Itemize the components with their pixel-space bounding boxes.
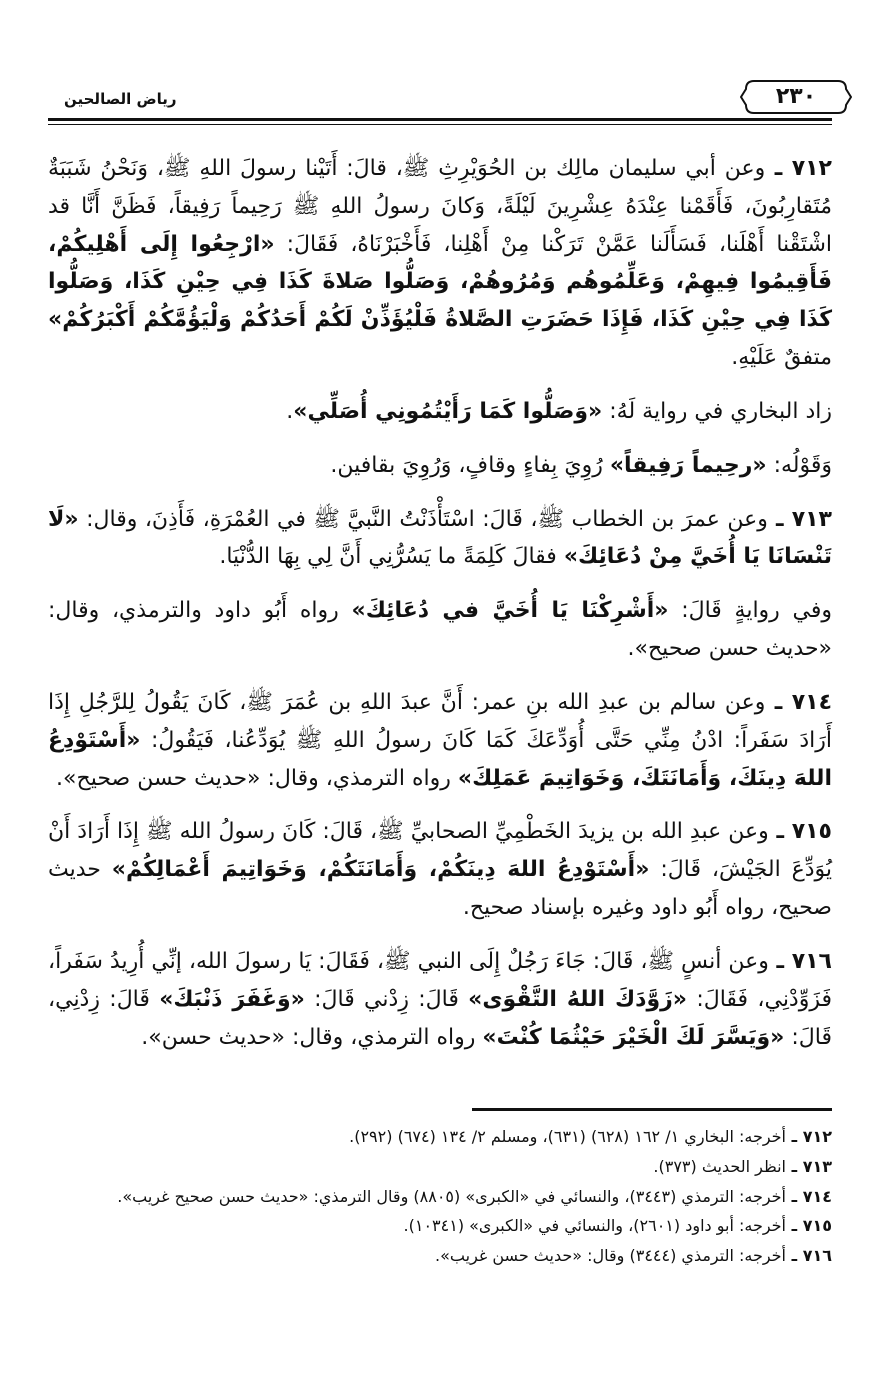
footnote-number: ٧١٢ ـ [791,1127,832,1146]
hadith-text: وعن سالم بن عبدِ الله بنِ عمر: أَنَّ عبدَ اللهِ بن عُمَرَ ﷺ، كَانَ يَقُولُ لِلرَّجُلِ إِذَا أَرَادَ سَفَراً: ادْنُ مِنِّي حَتَّى أُوَدِّعَكَ كَمَا كَانَ رسولُ اللهِ ﷺ يُوَدِّعُنا، فَيَقُولُ: [48,689,832,753]
hadith-paragraph [48,150,832,377]
main-text [48,150,832,1072]
footnote-number: ٧١٥ ـ [791,1216,832,1236]
footnotes [48,1122,832,1271]
hadith-number: ٧١٢ ـ [765,156,832,181]
book-title: رياض الصالحين [64,90,177,108]
hadith-text: وعن عمرَ بن الخطاب ﷺ، قَالَ: اسْتَأْذَنْتُ النَّبيَّ ﷺ في العُمْرَةِ، فَأَذِنَ، وقال: [78,506,768,532]
footnote [48,1241,832,1271]
hadith-text: رواه الترمذي، وقال: «حديث حسن صحيح». [56,765,458,791]
hadith-text: وعن عبدِ الله بن يزيدَ الخَطْمِيِّ الصحابيِّ ﷺ، قَالَ: كَانَ رسولُ الله ﷺ إِذَا أَرَادَ أَنْ يُوَدِّعَ الجَيْشَ، قَالَ: [48,819,833,883]
hadith-paragraph [48,447,832,485]
hadith-text: متفقٌ عَلَيْهِ. [731,345,832,371]
footnote-number: ٧١٦ ـ [791,1246,832,1265]
footnote-number: ٧١٣ ـ [791,1156,832,1176]
hadith-number: ٧١٥ ـ [768,819,832,845]
hadith-number: ٧١٤ ـ [765,689,833,715]
hadith-text: رُوِيَ بِفاءٍ وقافٍ، وَرُوِيَ بقافين. [330,452,610,478]
footnote [48,1182,832,1212]
prophetic-quote: «لَا تَنْسَانَا يَا أُخَيَّ مِنْ دُعَائِكَ» [48,506,832,570]
header-rule-thick [48,118,832,121]
hadith-number: ٧١٣ ـ [767,506,832,532]
prophetic-quote: «وَغَفَرَ ذَنْبَكَ» [159,986,305,1012]
prophetic-quote: «وَصَلُّوا كَمَا رَأَيْتُمُونِي أُصَلِّي» [293,398,603,424]
prophetic-quote: «أَسْتَوْدِعُ اللهَ دِينَكُمْ، وَأَمَانَتَكُمْ، وَخَوَاتِيمَ أَعْمَالِكُمْ» [111,857,650,883]
hadith-text: زاد البخاري في رواية لَهُ: [602,398,832,424]
hadith-paragraph [48,943,832,1056]
prophetic-quote: «رحِيماً رَفِيقاً» [609,452,767,478]
hadith-text: حديث صحيح، رواه أَبُو داود وغيره بإسناد صحيح. [48,857,832,921]
page-number-frame [740,78,852,116]
hadith-paragraph [48,393,832,431]
hadith-paragraph [48,813,832,926]
hadith-paragraph [48,501,832,577]
prophetic-quote: «وَيَسَّرَ لَكَ الْخَيْرَ حَيْثُمَا كُنْتَ» [482,1024,785,1050]
prophetic-quote: «زَوَّدَكَ اللهُ التَّقْوَى» [468,986,688,1012]
hadith-text: قَالَ: زِدْنِي، قَالَ: [48,986,832,1050]
hadith-text: رواه الترمذي، وقال: «حديث حسن». [141,1024,483,1050]
footnote-text: انظر الحديث (٣٧٣). [653,1156,786,1176]
footnote [48,1152,832,1182]
footnote-text: أخرجه: الترمذي (٣٤٤٤) وقال: «حديث حسن غريب». [435,1246,786,1265]
footnote-text: أخرجه: البخاري ١/ ١٦٢ (٦٢٨) (٦٣١)، ومسلم ٢/ ١٣٤ (٦٧٤) (٢٩٢). [349,1127,786,1146]
hadith-text: وفي روايةٍ قَالَ: [668,598,832,624]
prophetic-quote: «أَشْرِكْنَا يَا أُخَيَّ في دُعَائِكَ» [351,598,669,624]
hadith-text: وَقَوْلُه: [766,452,832,478]
hadith-text: . [286,398,294,424]
hadith-paragraph [48,684,832,797]
hadith-number: ٧١٦ ـ [768,948,832,974]
footnote-number: ٧١٤ ـ [791,1186,832,1206]
hadith-paragraph [48,592,832,668]
footnote-text: أخرجه: أبو داود (٢٦٠١)، والنسائي في «الكبرى» (١٠٣٤١). [403,1216,786,1236]
header-rule-thin [48,124,832,125]
footnote-separator [472,1108,832,1111]
footnote [48,1122,832,1152]
page-number: ٢٣٠ [775,84,817,109]
hadith-text: فقالَ كَلِمَةً ما يَسُرُّنِي أَنَّ لِي بِهَا الدُّنْيَا. [219,544,564,570]
hadith-text: وعن أنسٍ ﷺ، قَالَ: جَاءَ رَجُلٌ إِلَى النبي ﷺ، فَقَالَ: يَا رسولَ الله، إنِّي أُرِيدُ سَفَراً، فَزَوِّدْنِي، فَقَالَ: [48,948,833,1012]
hadith-text: رواه أَبُو داود والترمذي، وقال: «حديث حسن صحيح». [48,598,832,662]
hadith-text: قَالَ: زِدْني قَالَ: [304,986,469,1012]
hadith-text: وعن أبي سليمان مالِك بن الحُوَيْرِثِ ﷺ، قالَ: أَتَيْنا رسولَ اللهِ ﷺ، وَنَحْنُ شَبَبَةٌ مُتَقارِبُونَ، فَأَقَمْنا عِنْدَهُ عِشْرِينَ لَيْلَةً، وَكانَ رسولُ اللهِ ﷺ رَحِيماً رَفِيقاً، فَظَنَّ أَنَّا قد اشْتَقْنا أَهْلَنا، فَسَأَلَنا عَمَّنْ تَرَكْنا مِنْ أَهْلِنا، فَأَخْبَرْنَاهُ، فَقَالَ: [48,156,833,257]
footnote-text: أخرجه: الترمذي (٣٤٤٣)، والنسائي في «الكبرى» (٨٨٠٥) وقال الترمذي: «حديث حسن صحيح غريب». [117,1186,786,1206]
prophetic-quote: «ارْجِعُوا إِلَى أَهْلِيكُمْ، فَأَقِيمُوا فِيهِمْ، وَعَلِّمُوهُم وَمُرُوهُمْ، وَصَلُّوا صَلاةَ كَذَا فِي حِيْنِ كَذَا، وَصَلُّوا كَذَا فِي حِيْنِ كَذَا، فَإِذَا حَضَرَتِ الصَّلاةُ فَلْيُؤَذِّنْ لَكُمْ أَحَدُكُمْ وَلْيَؤُمَّكُمْ أَكْبَرُكُمْ» [48,231,832,333]
footnote [48,1211,832,1241]
prophetic-quote: «أَسْتَوْدِعُ اللهَ دِينَكَ، وَأَمَانَتَكَ، وَخَوَاتِيمَ عَمَلِكَ» [48,727,832,791]
